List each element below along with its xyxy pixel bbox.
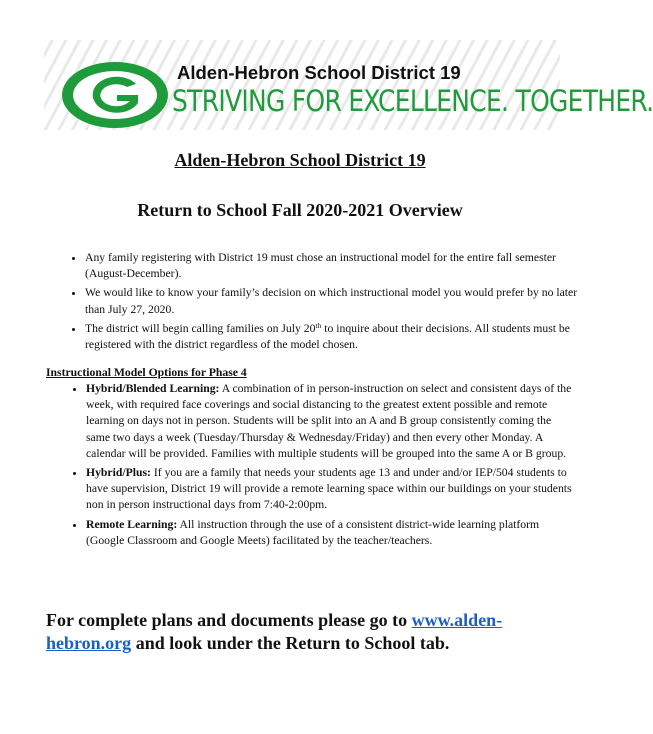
option-label: Hybrid/Blended Learning: <box>86 382 220 395</box>
header-tagline: STRIVING FOR EXCELLENCE. TOGETHER. <box>172 84 653 118</box>
header-district-name: Alden-Hebron School District 19 <box>177 62 461 83</box>
intro-item: • Any family registering with District 19 must chose an instructional model for the entire fall semester (August-December). <box>85 250 580 282</box>
district-logo <box>62 62 168 128</box>
intro-item: • We would like to know your family’s decision on which instructional model you would prefer by no later than July 27, 2020. <box>85 285 580 317</box>
intro-item-text: to inquire about their decisions. All students must be registered with the district regardless of the model chosen. <box>85 321 570 352</box>
option-description: If you are a family that needs your students age 13 and under and/or IEP/504 students to have supervision, District 19 will provide a remote learning space within our buildings on your students non in person instructional days from 7:40-2:00pm. <box>86 466 572 512</box>
ordinal-suffix: th <box>315 320 322 330</box>
option-label: Remote Learning: <box>86 517 178 531</box>
option-label: Hybrid/Plus: <box>86 466 151 480</box>
intro-item-text: The district will begin calling families on July 20 <box>85 321 316 335</box>
option-item <box>86 465 578 514</box>
footer-note <box>46 609 566 655</box>
intro-list <box>60 250 580 353</box>
option-item <box>86 517 578 549</box>
document-title: Alden-Hebron School District 19 <box>174 150 426 170</box>
option-description: A combination of in person-instruction on select and consistent days of the week, with required face coverings and social distancing to the greatest extent possible and remote learning on days not in person. Students will be split into an A and B group consistently coming the same two days a week (Tuesday/Thursday & Wednesday/Friday) and then every other Monday. A calendar will be provided. Families with multiple students will be grouped into the same A or B group. <box>86 382 572 460</box>
option-item <box>86 381 578 462</box>
logo-g-icon <box>69 67 161 123</box>
section-heading: Instructional Model Options for Phase 4 <box>46 366 247 379</box>
option-description: All instruction through the use of a consistent district-wide learning platform (Google Classroom and Google Meets) facilitated by the teacher/teachers. <box>86 517 540 547</box>
options-list <box>62 381 578 552</box>
document-subtitle: Return to School Fall 2020-2021 Overview <box>137 200 463 220</box>
website-link[interactable]: www.alden-hebron.org <box>46 610 503 653</box>
footer-text: For complete plans and documents please go to <box>46 610 412 630</box>
footer-text: and look under the Return to School tab. <box>131 633 450 653</box>
intro-item <box>85 321 580 353</box>
